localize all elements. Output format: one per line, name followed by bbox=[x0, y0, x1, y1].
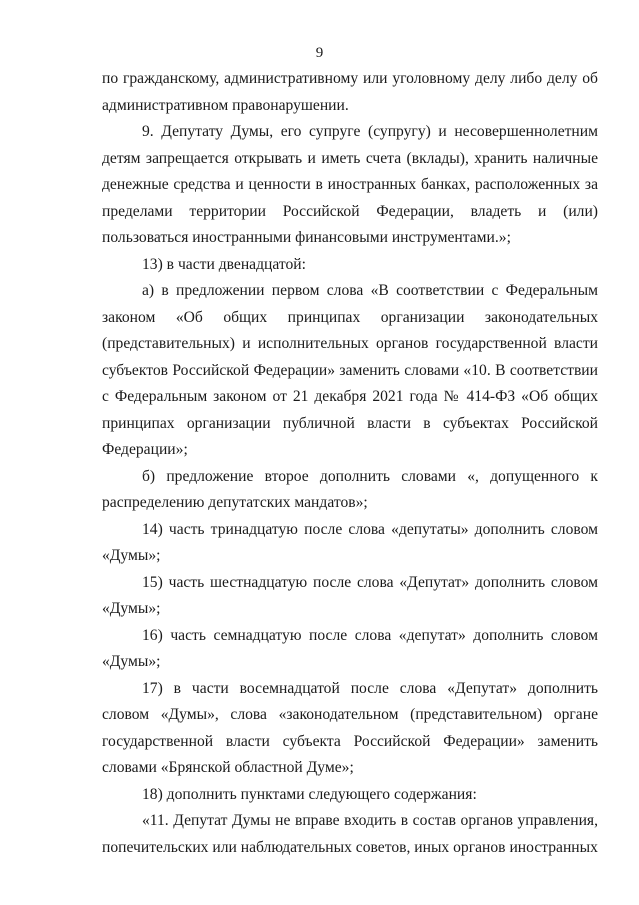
document-body bbox=[102, 66, 598, 861]
paragraph-item-14: 14) часть тринадцатую после слова «депутаты» дополнить словом «Думы»; bbox=[102, 520, 598, 564]
paragraph-item-16: 16) часть семнадцатую после слова «депутат» дополнить словом «Думы»; bbox=[102, 626, 598, 670]
paragraph-item-15: 15) часть шестнадцатую после слова «Депутат» дополнить словом «Думы»; bbox=[102, 573, 598, 617]
paragraph-continuation: по гражданскому, административному или уголовному делу либо делу об административном правонарушении. bbox=[102, 70, 598, 114]
paragraph-item-13b: б) предложение второе дополнить словами «, допущенного к распределению депутатских мандатов»; bbox=[102, 467, 598, 511]
paragraph-item-18: 18) дополнить пунктами следующего содержания: bbox=[142, 785, 477, 803]
paragraph-item-13: 13) в части двенадцатой: bbox=[142, 255, 306, 273]
paragraph-item-11-quote: «11. Депутат Думы не вправе входить в состав органов управления, попечительских или наблюдательных советов, иных органов иностранных bbox=[102, 812, 598, 856]
paragraph-item-9: 9. Депутату Думы, его супруге (супругу) и несовершеннолетним детям запрещается открывать и иметь счета (вклады), хранить наличные денежные средства и ценности в иностранных банках, расположенных за пределами территории Российской Федерации, владеть и (или) пользоваться иностранными финансовыми инструментами.»; bbox=[102, 123, 598, 246]
paragraph-item-13a: а) в предложении первом слова «В соответствии с Федеральным законом «Об общих принципах организации законодательных (представительных) и исполнительных органов государственной власти субъектов Российской Федерации» заменить словами «10. В соответствии с Федеральным законом от 21 декабря 2021 года № 414-ФЗ «Об общих принципах организации публичной власти в субъектах Российской Федерации»; bbox=[102, 282, 598, 458]
page-number: 9 bbox=[315, 45, 324, 61]
paragraph-item-17: 17) в части восемнадцатой после слова «Депутат» дополнить словом «Думы», слова «законодательном (представительном) органе государственной власти субъекта Российской Федерации» заменить словами «Брянской областной Думе»; bbox=[102, 679, 598, 776]
